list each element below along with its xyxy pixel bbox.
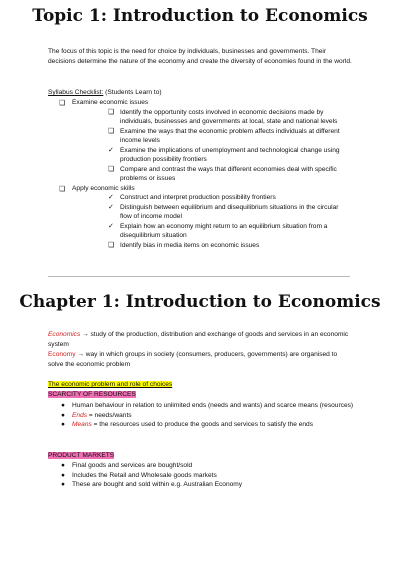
definition-text: → study of the production, distribution and exchange of goods and services in an economic system <box>48 331 349 348</box>
list-item <box>48 411 354 421</box>
list-item <box>48 401 354 411</box>
checklist-group <box>48 98 348 184</box>
checkbox-icon: ❏ <box>108 108 115 116</box>
subheading-text: SCARCITY OF RESOURCES <box>48 391 136 398</box>
checklist-item <box>72 222 348 241</box>
item-term: Ends <box>72 411 88 419</box>
group-title: Apply economic skills <box>72 184 135 192</box>
bullet-icon: ● <box>61 471 65 479</box>
list-item <box>48 420 354 430</box>
definition-economics <box>48 330 354 349</box>
checkbox-icon: ❏ <box>59 185 66 193</box>
item-text: Identify the opportunity costs involved in economic decisions made by individuals, businesses and governments at local, state and national levels <box>120 108 338 125</box>
bullet-icon: ● <box>61 411 65 419</box>
item-text: = needs/wants <box>87 411 132 419</box>
checklist-subitems <box>72 108 348 184</box>
section-heading-economic-problem <box>48 380 172 390</box>
bullet-icon: ● <box>61 462 65 469</box>
section-heading-text: PRODUCT MARKETS <box>48 452 115 459</box>
item-text: Identify bias in media items on economic issues <box>120 241 260 249</box>
checklist-item <box>72 193 348 203</box>
checklist-group <box>48 184 348 251</box>
checklist-item <box>72 146 348 165</box>
group-title: Examine economic issues <box>72 99 149 106</box>
item-text: These are bought and sold within e.g. Australian Economy <box>72 481 243 488</box>
syllabus-heading <box>48 88 162 98</box>
chapter-title: Chapter 1: Introduction to Economics <box>19 292 381 312</box>
item-text: Final goods and services are bought/sold <box>72 462 193 469</box>
definition-term: Economy <box>48 351 76 358</box>
definition-term: Economics <box>48 331 81 338</box>
checklist-item <box>72 165 348 184</box>
checkmark-icon: ✓ <box>108 146 114 154</box>
item-text: Human behaviour in relation to unlimited ends (needs and wants) and scarce means (resources) <box>72 402 354 409</box>
checklist-item <box>72 108 348 127</box>
item-text: = the resources used to produce the goods and services to satisfy the ends <box>91 421 314 428</box>
section-heading-product-markets <box>48 451 114 461</box>
bullet-icon: ● <box>61 421 65 428</box>
checkmark-icon: ✓ <box>108 194 114 201</box>
bullet-icon: ● <box>61 402 65 409</box>
checkmark-icon: ✓ <box>108 203 114 211</box>
item-text: Construct and interpret production possibility frontiers <box>120 194 276 201</box>
checkbox-icon: ❏ <box>108 165 115 173</box>
list-item <box>48 461 354 471</box>
bullet-icon: ● <box>61 481 65 488</box>
list-item <box>48 480 354 490</box>
checklist-item <box>72 241 348 251</box>
syllabus-suffix: (Students Learn to) <box>103 89 162 96</box>
checkbox-icon: ❏ <box>108 241 115 249</box>
checkbox-icon: ❏ <box>108 127 115 135</box>
syllabus-checklist <box>48 98 348 250</box>
item-text: Examine the ways that the economic problem affects individuals at different income levels <box>120 127 340 144</box>
scarcity-list <box>48 401 354 430</box>
item-text: Includes the Retail and Wholesale goods markets <box>72 471 217 479</box>
item-text: Distinguish between equilibrium and disequilibrium situations in the circular flow of income model <box>120 203 339 220</box>
section-subheading-scarcity <box>48 390 136 400</box>
checkbox-icon: ❏ <box>59 100 66 107</box>
checkmark-icon: ✓ <box>108 222 114 230</box>
item-text: Examine the implications of unemployment and technological change using production possibility frontiers <box>120 146 340 163</box>
definition-text: → way in which groups in society (consumers, producers, governments) are organised to solve the economic problem <box>48 351 338 368</box>
item-text: Explain how an economy might return to an equilibrium situation from a disequilibrium situation <box>120 222 328 239</box>
checklist-item <box>72 127 348 146</box>
product-markets-list <box>48 461 354 490</box>
checklist-subitems <box>72 193 348 250</box>
syllabus-label: Syllabus Checklist: <box>48 89 104 96</box>
section-heading-text: The economic problem and role of choices <box>48 381 173 388</box>
topic-title: Topic 1: Introduction to Economics <box>32 6 368 26</box>
item-text: Compare and contrast the ways that different economies deal with specific problems or issues <box>120 165 337 182</box>
item-term: Means <box>72 421 92 428</box>
definition-economy <box>48 350 354 369</box>
checklist-item <box>72 203 348 222</box>
intro-paragraph: The focus of this topic is the need for choice by individuals, businesses and governments. Their decisions determine the nature of the economy and create the diversity of economies found in the world. <box>48 48 352 65</box>
divider <box>48 276 350 277</box>
list-item <box>48 471 354 481</box>
